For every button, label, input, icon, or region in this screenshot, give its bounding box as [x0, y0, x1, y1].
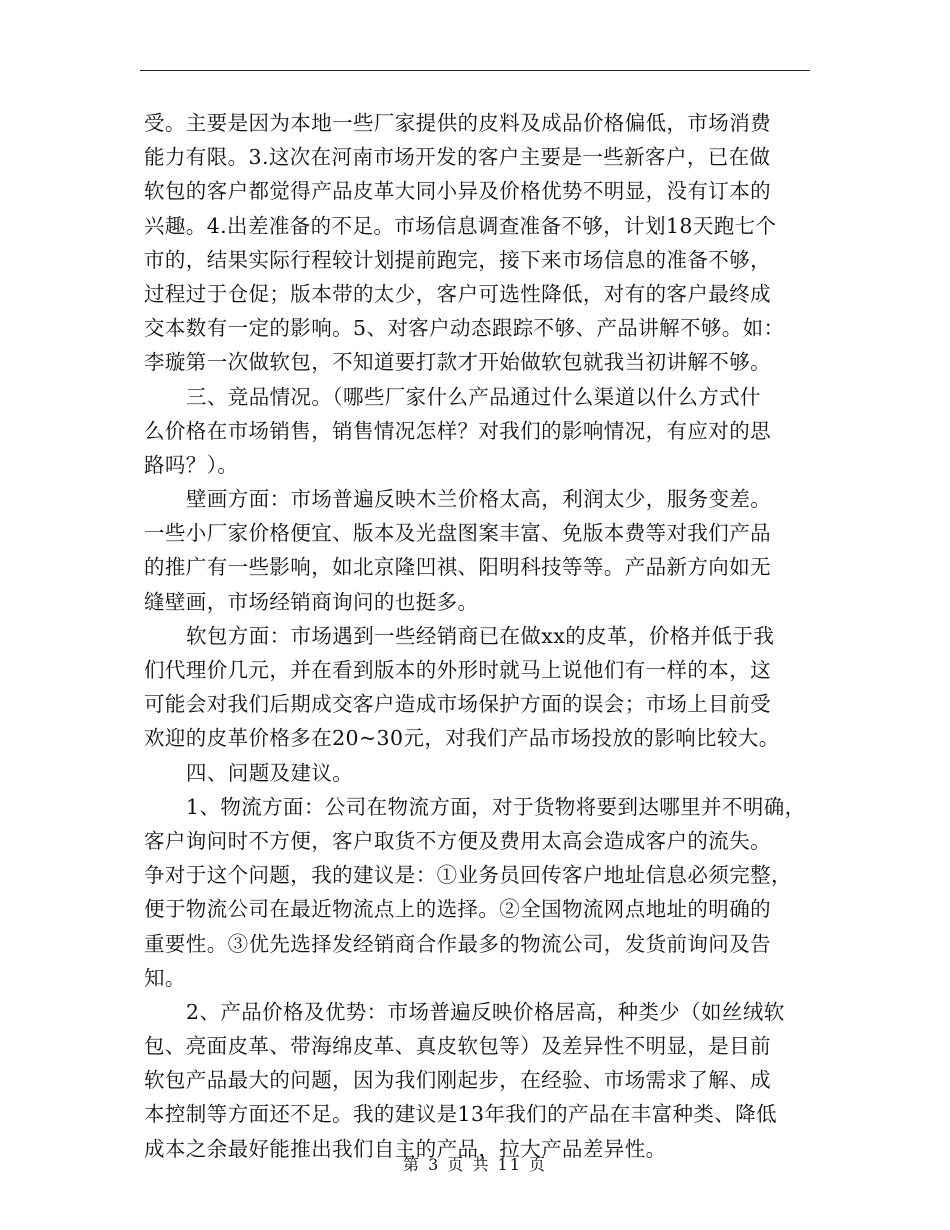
- text-line: 李璇第一次做软包，不知道要打款才开始做软包就我当初讲解不够。: [144, 350, 771, 375]
- paragraph-start: 1、物流方面：公司在物流方面，对于货物将要到达哪里并不明确，: [186, 794, 806, 819]
- text-line: 知。: [144, 965, 186, 990]
- page-number-footer: 第 3 页 共 11 页: [403, 1155, 547, 1174]
- text-line: 们代理价几元，并在看到版本的外形时就马上说他们有一样的本，这: [144, 658, 771, 682]
- section-heading-issues: 四、问题及建议。: [186, 760, 354, 785]
- text-line: 成本之余最好能推出我们自主的产品，拉大产品差异性。: [144, 1136, 667, 1161]
- text-line: 包、亮面皮革、带海绵皮革、真皮软包等）及差异性不明显，是目前: [144, 1034, 771, 1059]
- text-line: 可能会对我们后期成交客户造成市场保护方面的误会；市场上目前受: [144, 692, 771, 717]
- text-line: 争对于这个问题，我的建议是：①业务员回传客户地址信息必须完整，: [144, 863, 792, 888]
- text-line: 受。主要是因为本地一些厂家提供的皮料及成品价格偏低，市场消费: [144, 111, 771, 135]
- text-line: 软包产品最大的问题，因为我们刚起步，在经验、市场需求了解、成: [144, 1068, 771, 1093]
- text-line: 软包的客户都觉得产品皮革大同小异及价格优势不明显，没有订本的: [144, 179, 771, 204]
- text-line: 一些小厂家价格便宜、版本及光盘图案丰富、免版本费等对我们产品: [144, 521, 771, 546]
- text-line: 的推广有一些影响，如北京隆凹祺、阳明科技等等。产品新方向如无: [144, 555, 771, 580]
- text-line: 本控制等方面还不足。我的建议是13年我们的产品在丰富种类、降低: [144, 1102, 777, 1127]
- text-line: 交本数有一定的影响。5、对客户动态跟踪不够、产品讲解不够。如：: [144, 316, 785, 341]
- text-line: 过程过于仓促；版本带的太少，客户可选性降低，对有的客户最终成: [144, 281, 771, 306]
- text-line: 缝壁画，市场经销商询问的也挺多。: [144, 589, 479, 614]
- text-line: 兴趣。4.出差准备的不足。市场信息调查准备不够，计划18天跑七个: [144, 213, 777, 238]
- paragraph-start: 软包方面：市场遇到一些经销商已在做xx的皮革，价格并低于我: [186, 623, 775, 648]
- text-line: 重要性。③优先选择发经销商合作最多的物流公司，发货前询问及告: [144, 931, 771, 956]
- text-line: 欢迎的皮革价格多在20~30元，对我们产品市场投放的影响比较大。: [144, 726, 780, 751]
- text-line: 市的，结果实际行程较计划提前跑完，接下来市场信息的准备不够，: [144, 247, 771, 272]
- text-line: 么价格在市场销售，销售情况怎样？对我们的影响情况，有应对的思: [144, 418, 771, 443]
- body-text: [144, 106, 824, 1166]
- text-line: 客户询问时不方便，客户取货不方便及费用太高会造成客户的流失。: [144, 828, 771, 853]
- text-line: 路吗？）。: [144, 452, 239, 477]
- text-line: 便于物流公司在最近物流点上的选择。②全国物流网点地址的明确的: [144, 897, 771, 922]
- paragraph-start: 壁画方面：市场普遍反映木兰价格太高，利润太少，服务变差。: [186, 487, 772, 512]
- paragraph-start: 2、产品价格及优势：市场普遍反映价格居高，种类少（如丝绒软: [186, 999, 785, 1024]
- text-line: 能力有限。3.这次在河南市场开发的客户主要是一些新客户，已在做: [144, 145, 771, 170]
- section-heading-competitors: 三、竞品情况。（哪些厂家什么产品通过什么渠道以什么方式什: [186, 384, 761, 409]
- header-rule: [140, 70, 810, 71]
